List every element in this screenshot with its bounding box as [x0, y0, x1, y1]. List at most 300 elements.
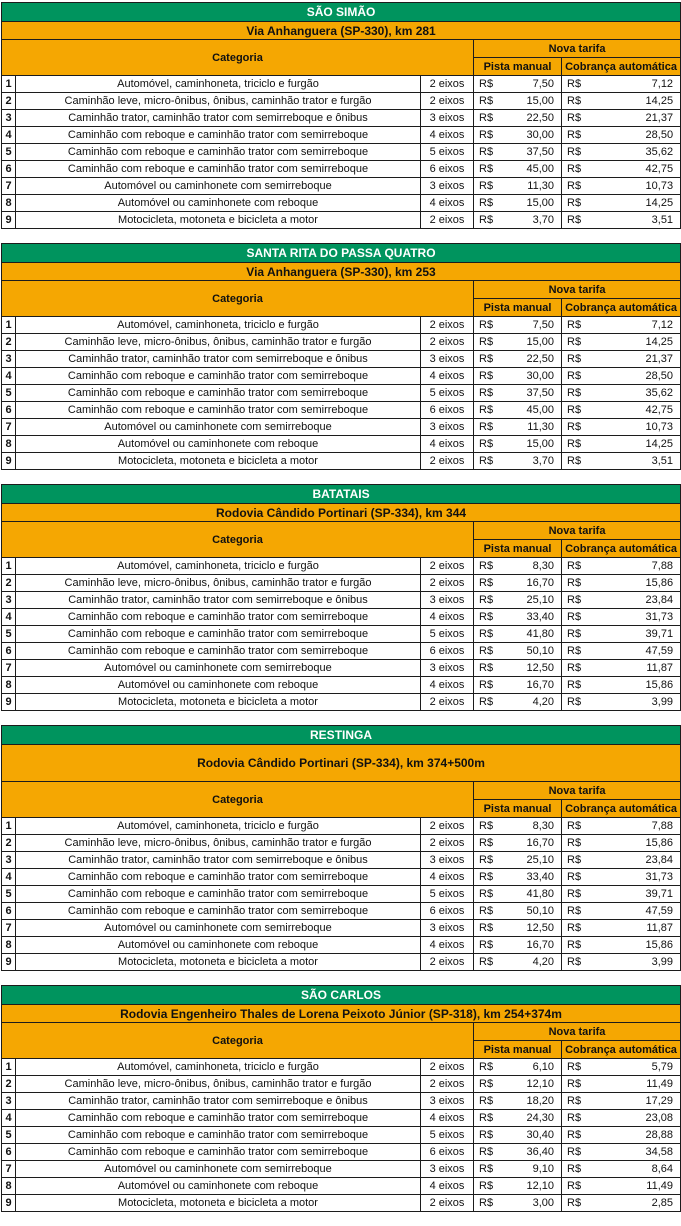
currency-symbol: R$ — [479, 871, 494, 883]
tariff-row — [2, 575, 681, 592]
price-value: 21,37 — [645, 112, 674, 124]
tariff-row — [2, 161, 681, 178]
cobranca-automatica-header: Cobrança automática — [562, 1041, 681, 1059]
price-value: 12,50 — [526, 662, 554, 674]
tariff-row — [2, 558, 681, 575]
auto-price-cell — [562, 161, 681, 178]
price-value: 12,10 — [526, 1180, 554, 1192]
auto-price-cell — [562, 351, 681, 368]
axles-cell: 2 eixos — [421, 1195, 474, 1212]
auto-price-cell — [562, 1161, 681, 1178]
auto-price-cell — [562, 110, 681, 127]
nova-tarifa-header: Nova tarifa — [474, 40, 681, 58]
price-value: 11,87 — [646, 662, 674, 674]
tariff-row — [2, 1161, 681, 1178]
tariff-row — [2, 643, 681, 660]
currency-symbol: R$ — [567, 404, 582, 416]
currency-symbol: R$ — [479, 146, 494, 158]
categoria-header: Categoria — [2, 782, 474, 818]
auto-price-cell — [562, 317, 681, 334]
price-value: 17,29 — [645, 1095, 673, 1107]
tariff-row — [2, 869, 681, 886]
manual-price-cell — [474, 886, 562, 903]
manual-price-cell — [474, 161, 562, 178]
price-value: 16,70 — [526, 577, 554, 589]
category-cell: Automóvel, caminhoneta, triciclo e furgão — [16, 76, 421, 93]
category-cell: Caminhão com reboque e caminhão trator com semirreboque — [16, 1110, 421, 1127]
price-value: 3,99 — [651, 956, 674, 968]
price-value: 4,20 — [532, 696, 554, 708]
currency-symbol: R$ — [567, 146, 582, 158]
row-number: 7 — [2, 1161, 16, 1178]
auto-price-cell — [562, 852, 681, 869]
price-value: 25,10 — [526, 594, 554, 606]
row-number: 6 — [2, 402, 16, 419]
axles-cell: 3 eixos — [421, 1161, 474, 1178]
tariff-row — [2, 1178, 681, 1195]
city-title: BATATAIS — [2, 485, 681, 504]
row-number: 7 — [2, 660, 16, 677]
category-cell: Caminhão com reboque e caminhão trator com semirreboque — [16, 643, 421, 660]
tariff-row — [2, 385, 681, 402]
currency-symbol: R$ — [567, 854, 582, 866]
price-value: 33,40 — [526, 871, 554, 883]
currency-symbol: R$ — [479, 163, 494, 175]
price-value: 47,59 — [645, 645, 674, 657]
auto-price-cell — [562, 920, 681, 937]
currency-symbol: R$ — [479, 662, 494, 674]
city-header-row — [2, 986, 681, 1005]
row-number: 1 — [2, 1059, 16, 1076]
category-cell: Caminhão com reboque e caminhão trator com semirreboque — [16, 144, 421, 161]
price-value: 50,10 — [526, 645, 554, 657]
auto-price-cell — [562, 609, 681, 626]
category-cell: Automóvel, caminhoneta, triciclo e furgão — [16, 818, 421, 835]
manual-price-cell — [474, 1110, 562, 1127]
manual-price-cell — [474, 110, 562, 127]
price-value: 22,50 — [526, 112, 554, 124]
currency-symbol: R$ — [567, 577, 582, 589]
currency-symbol: R$ — [479, 370, 494, 382]
manual-price-cell — [474, 351, 562, 368]
auto-price-cell — [562, 558, 681, 575]
axles-cell: 2 eixos — [421, 212, 474, 229]
auto-price-cell — [562, 660, 681, 677]
category-cell: Motocicleta, motoneta e bicicleta a motor — [16, 954, 421, 971]
auto-price-cell — [562, 1110, 681, 1127]
price-value: 11,87 — [646, 922, 674, 934]
price-value: 47,59 — [645, 905, 674, 917]
price-value: 50,10 — [526, 905, 554, 917]
currency-symbol: R$ — [567, 95, 582, 107]
category-cell: Automóvel ou caminhonete com semirreboque — [16, 660, 421, 677]
manual-price-cell — [474, 954, 562, 971]
category-cell: Automóvel ou caminhonete com reboque — [16, 436, 421, 453]
category-cell: Automóvel, caminhoneta, triciclo e furgão — [16, 558, 421, 575]
price-value: 10,73 — [645, 180, 674, 192]
tariff-row — [2, 212, 681, 229]
price-value: 25,10 — [526, 854, 554, 866]
price-value: 14,25 — [645, 197, 674, 209]
currency-symbol: R$ — [479, 197, 494, 209]
currency-symbol: R$ — [479, 1112, 494, 1124]
nova-tarifa-header: Nova tarifa — [474, 782, 681, 800]
manual-price-cell — [474, 1127, 562, 1144]
category-cell: Motocicleta, motoneta e bicicleta a motor — [16, 453, 421, 470]
price-value: 39,71 — [645, 628, 674, 640]
price-value: 15,86 — [645, 939, 674, 951]
auto-price-cell — [562, 818, 681, 835]
tariff-row — [2, 592, 681, 609]
price-value: 9,10 — [532, 1163, 554, 1175]
column-header-row-top — [2, 1023, 681, 1041]
axles-cell: 5 eixos — [421, 385, 474, 402]
currency-symbol: R$ — [479, 560, 494, 572]
price-value: 34,58 — [645, 1146, 673, 1158]
category-cell: Automóvel ou caminhonete com reboque — [16, 677, 421, 694]
category-cell: Caminhão com reboque e caminhão trator com semirreboque — [16, 869, 421, 886]
currency-symbol: R$ — [567, 820, 582, 832]
axles-cell: 2 eixos — [421, 558, 474, 575]
row-number: 4 — [2, 368, 16, 385]
auto-price-cell — [562, 694, 681, 711]
road-header-row — [2, 504, 681, 522]
tariff-row — [2, 144, 681, 161]
currency-symbol: R$ — [479, 319, 494, 331]
currency-symbol: R$ — [567, 1061, 582, 1073]
axles-cell: 4 eixos — [421, 368, 474, 385]
auto-price-cell — [562, 903, 681, 920]
price-value: 41,80 — [526, 888, 554, 900]
row-number: 2 — [2, 575, 16, 592]
axles-cell: 4 eixos — [421, 609, 474, 626]
row-number: 9 — [2, 694, 16, 711]
manual-price-cell — [474, 178, 562, 195]
currency-symbol: R$ — [479, 1146, 494, 1158]
currency-symbol: R$ — [567, 594, 582, 606]
currency-symbol: R$ — [479, 628, 494, 640]
auto-price-cell — [562, 1178, 681, 1195]
price-value: 11,30 — [527, 421, 554, 433]
row-number: 3 — [2, 852, 16, 869]
axles-cell: 6 eixos — [421, 161, 474, 178]
row-number: 5 — [2, 1127, 16, 1144]
price-value: 7,88 — [651, 820, 674, 832]
axles-cell: 3 eixos — [421, 592, 474, 609]
auto-price-cell — [562, 835, 681, 852]
row-number: 7 — [2, 419, 16, 436]
currency-symbol: R$ — [479, 696, 494, 708]
category-cell: Automóvel ou caminhonete com reboque — [16, 1178, 421, 1195]
price-value: 11,49 — [646, 1180, 673, 1192]
row-number: 5 — [2, 144, 16, 161]
manual-price-cell — [474, 195, 562, 212]
price-value: 16,70 — [526, 837, 554, 849]
auto-price-cell — [562, 334, 681, 351]
axles-cell: 2 eixos — [421, 76, 474, 93]
price-value: 14,25 — [645, 336, 674, 348]
category-cell: Automóvel ou caminhonete com reboque — [16, 937, 421, 954]
currency-symbol: R$ — [479, 679, 494, 691]
price-value: 21,37 — [645, 353, 674, 365]
manual-price-cell — [474, 127, 562, 144]
currency-symbol: R$ — [479, 854, 494, 866]
manual-price-cell — [474, 903, 562, 920]
price-value: 3,70 — [532, 455, 554, 467]
road-title: Rodovia Cândido Portinari (SP-334), km 374+500m — [2, 745, 681, 782]
category-cell: Motocicleta, motoneta e bicicleta a motor — [16, 212, 421, 229]
tariff-row — [2, 178, 681, 195]
tariff-row — [2, 317, 681, 334]
auto-price-cell — [562, 178, 681, 195]
auto-price-cell — [562, 592, 681, 609]
axles-cell: 6 eixos — [421, 903, 474, 920]
currency-symbol: R$ — [479, 1129, 494, 1141]
currency-symbol: R$ — [479, 455, 494, 467]
road-title: Via Anhanguera (SP-330), km 281 — [2, 22, 681, 40]
currency-symbol: R$ — [567, 421, 582, 433]
manual-price-cell — [474, 626, 562, 643]
axles-cell: 4 eixos — [421, 436, 474, 453]
currency-symbol: R$ — [479, 1078, 494, 1090]
auto-price-cell — [562, 1076, 681, 1093]
category-cell: Caminhão com reboque e caminhão trator com semirreboque — [16, 385, 421, 402]
pista-manual-header: Pista manual — [474, 58, 562, 76]
price-value: 42,75 — [645, 163, 674, 175]
tariff-row — [2, 626, 681, 643]
category-cell: Caminhão com reboque e caminhão trator com semirreboque — [16, 161, 421, 178]
axles-cell: 2 eixos — [421, 453, 474, 470]
auto-price-cell — [562, 937, 681, 954]
auto-price-cell — [562, 368, 681, 385]
price-value: 18,20 — [526, 1095, 554, 1107]
manual-price-cell — [474, 1059, 562, 1076]
category-cell: Motocicleta, motoneta e bicicleta a motor — [16, 1195, 421, 1212]
cobranca-automatica-header: Cobrança automática — [562, 540, 681, 558]
axles-cell: 3 eixos — [421, 1093, 474, 1110]
currency-symbol: R$ — [479, 956, 494, 968]
row-number: 6 — [2, 161, 16, 178]
manual-price-cell — [474, 558, 562, 575]
auto-price-cell — [562, 1059, 681, 1076]
row-number: 3 — [2, 1093, 16, 1110]
category-cell: Caminhão com reboque e caminhão trator com semirreboque — [16, 402, 421, 419]
categoria-header: Categoria — [2, 1023, 474, 1059]
road-title: Rodovia Engenheiro Thales de Lorena Peixoto Júnior (SP-318), km 254+374m — [2, 1005, 681, 1023]
manual-price-cell — [474, 1195, 562, 1212]
currency-symbol: R$ — [479, 1061, 494, 1073]
axles-cell: 3 eixos — [421, 178, 474, 195]
manual-price-cell — [474, 1093, 562, 1110]
category-cell: Caminhão com reboque e caminhão trator com semirreboque — [16, 609, 421, 626]
auto-price-cell — [562, 402, 681, 419]
price-value: 35,62 — [645, 387, 674, 399]
price-value: 41,80 — [526, 628, 554, 640]
tariff-row — [2, 195, 681, 212]
price-value: 23,08 — [645, 1112, 673, 1124]
currency-symbol: R$ — [567, 560, 582, 572]
city-header-row — [2, 3, 681, 22]
categoria-header: Categoria — [2, 40, 474, 76]
price-value: 3,51 — [651, 214, 674, 226]
auto-price-cell — [562, 643, 681, 660]
city-title: SÃO SIMÃO — [2, 3, 681, 22]
currency-symbol: R$ — [479, 336, 494, 348]
axles-cell: 4 eixos — [421, 677, 474, 694]
currency-symbol: R$ — [567, 197, 582, 209]
row-number: 6 — [2, 643, 16, 660]
category-cell: Automóvel, caminhoneta, triciclo e furgão — [16, 317, 421, 334]
auto-price-cell — [562, 93, 681, 110]
manual-price-cell — [474, 317, 562, 334]
currency-symbol: R$ — [567, 1112, 582, 1124]
category-cell: Caminhão trator, caminhão trator com semirreboque e ônibus — [16, 351, 421, 368]
manual-price-cell — [474, 144, 562, 161]
auto-price-cell — [562, 626, 681, 643]
row-number: 2 — [2, 1076, 16, 1093]
price-value: 8,64 — [651, 1163, 673, 1175]
pista-manual-header: Pista manual — [474, 299, 562, 317]
axles-cell: 3 eixos — [421, 351, 474, 368]
currency-symbol: R$ — [567, 370, 582, 382]
axles-cell: 4 eixos — [421, 1110, 474, 1127]
price-value: 12,10 — [526, 1078, 554, 1090]
currency-symbol: R$ — [567, 905, 582, 917]
price-value: 37,50 — [526, 387, 554, 399]
category-cell: Automóvel, caminhoneta, triciclo e furgão — [16, 1059, 421, 1076]
tariff-row — [2, 1059, 681, 1076]
row-number: 2 — [2, 835, 16, 852]
row-number: 8 — [2, 677, 16, 694]
tariff-row — [2, 937, 681, 954]
auto-price-cell — [562, 419, 681, 436]
manual-price-cell — [474, 419, 562, 436]
price-value: 7,50 — [532, 78, 554, 90]
currency-symbol: R$ — [479, 404, 494, 416]
manual-price-cell — [474, 436, 562, 453]
price-value: 15,86 — [645, 837, 674, 849]
price-value: 23,84 — [645, 854, 674, 866]
currency-symbol: R$ — [479, 421, 494, 433]
price-value: 3,99 — [651, 696, 674, 708]
price-value: 31,73 — [645, 871, 674, 883]
axles-cell: 3 eixos — [421, 920, 474, 937]
city-header-row — [2, 485, 681, 504]
manual-price-cell — [474, 1144, 562, 1161]
axles-cell: 4 eixos — [421, 195, 474, 212]
row-number: 9 — [2, 954, 16, 971]
tariff-row — [2, 402, 681, 419]
city-header-row — [2, 244, 681, 263]
row-number: 1 — [2, 76, 16, 93]
auto-price-cell — [562, 127, 681, 144]
categoria-header: Categoria — [2, 281, 474, 317]
auto-price-cell — [562, 453, 681, 470]
row-number: 8 — [2, 195, 16, 212]
tariff-row — [2, 436, 681, 453]
row-number: 4 — [2, 609, 16, 626]
row-number: 1 — [2, 558, 16, 575]
currency-symbol: R$ — [567, 387, 582, 399]
row-number: 4 — [2, 1110, 16, 1127]
currency-symbol: R$ — [479, 905, 494, 917]
column-header-row-top — [2, 522, 681, 540]
currency-symbol: R$ — [567, 1095, 582, 1107]
manual-price-cell — [474, 835, 562, 852]
category-cell: Caminhão com reboque e caminhão trator com semirreboque — [16, 368, 421, 385]
manual-price-cell — [474, 385, 562, 402]
row-number: 6 — [2, 1144, 16, 1161]
tariff-row — [2, 1195, 681, 1212]
axles-cell: 2 eixos — [421, 575, 474, 592]
currency-symbol: R$ — [479, 611, 494, 623]
nova-tarifa-header: Nova tarifa — [474, 522, 681, 540]
row-number: 2 — [2, 334, 16, 351]
axles-cell: 6 eixos — [421, 643, 474, 660]
row-number: 9 — [2, 1195, 16, 1212]
auto-price-cell — [562, 1093, 681, 1110]
axles-cell: 3 eixos — [421, 852, 474, 869]
category-cell: Caminhão com reboque e caminhão trator com semirreboque — [16, 1144, 421, 1161]
auto-price-cell — [562, 195, 681, 212]
column-header-row-top — [2, 281, 681, 299]
price-value: 7,12 — [651, 78, 674, 90]
axles-cell: 2 eixos — [421, 835, 474, 852]
auto-price-cell — [562, 1144, 681, 1161]
currency-symbol: R$ — [567, 956, 582, 968]
axles-cell: 3 eixos — [421, 419, 474, 436]
axles-cell: 6 eixos — [421, 1144, 474, 1161]
auto-price-cell — [562, 1195, 681, 1212]
row-number: 8 — [2, 1178, 16, 1195]
currency-symbol: R$ — [479, 922, 494, 934]
currency-symbol: R$ — [567, 837, 582, 849]
category-cell: Caminhão com reboque e caminhão trator com semirreboque — [16, 886, 421, 903]
row-number: 8 — [2, 937, 16, 954]
price-value: 5,79 — [651, 1061, 673, 1073]
price-value: 39,71 — [645, 888, 674, 900]
price-value: 11,49 — [646, 1078, 673, 1090]
axles-cell: 2 eixos — [421, 317, 474, 334]
row-number: 1 — [2, 317, 16, 334]
price-value: 7,12 — [651, 319, 674, 331]
manual-price-cell — [474, 609, 562, 626]
axles-cell: 4 eixos — [421, 937, 474, 954]
category-cell: Caminhão trator, caminhão trator com semirreboque e ônibus — [16, 110, 421, 127]
nova-tarifa-header: Nova tarifa — [474, 281, 681, 299]
price-value: 31,73 — [645, 611, 674, 623]
manual-price-cell — [474, 694, 562, 711]
currency-symbol: R$ — [479, 387, 494, 399]
tariff-row — [2, 903, 681, 920]
tariff-row — [2, 127, 681, 144]
price-value: 3,70 — [532, 214, 554, 226]
manual-price-cell — [474, 677, 562, 694]
category-cell: Caminhão com reboque e caminhão trator com semirreboque — [16, 626, 421, 643]
price-value: 15,86 — [645, 679, 674, 691]
currency-symbol: R$ — [567, 662, 582, 674]
category-cell: Automóvel ou caminhonete com semirreboque — [16, 1161, 421, 1178]
pista-manual-header: Pista manual — [474, 540, 562, 558]
price-value: 30,00 — [526, 129, 554, 141]
tariff-row — [2, 334, 681, 351]
road-title: Via Anhanguera (SP-330), km 253 — [2, 263, 681, 281]
manual-price-cell — [474, 643, 562, 660]
manual-price-cell — [474, 334, 562, 351]
road-header-row — [2, 745, 681, 782]
currency-symbol: R$ — [479, 1163, 494, 1175]
axles-cell: 6 eixos — [421, 402, 474, 419]
